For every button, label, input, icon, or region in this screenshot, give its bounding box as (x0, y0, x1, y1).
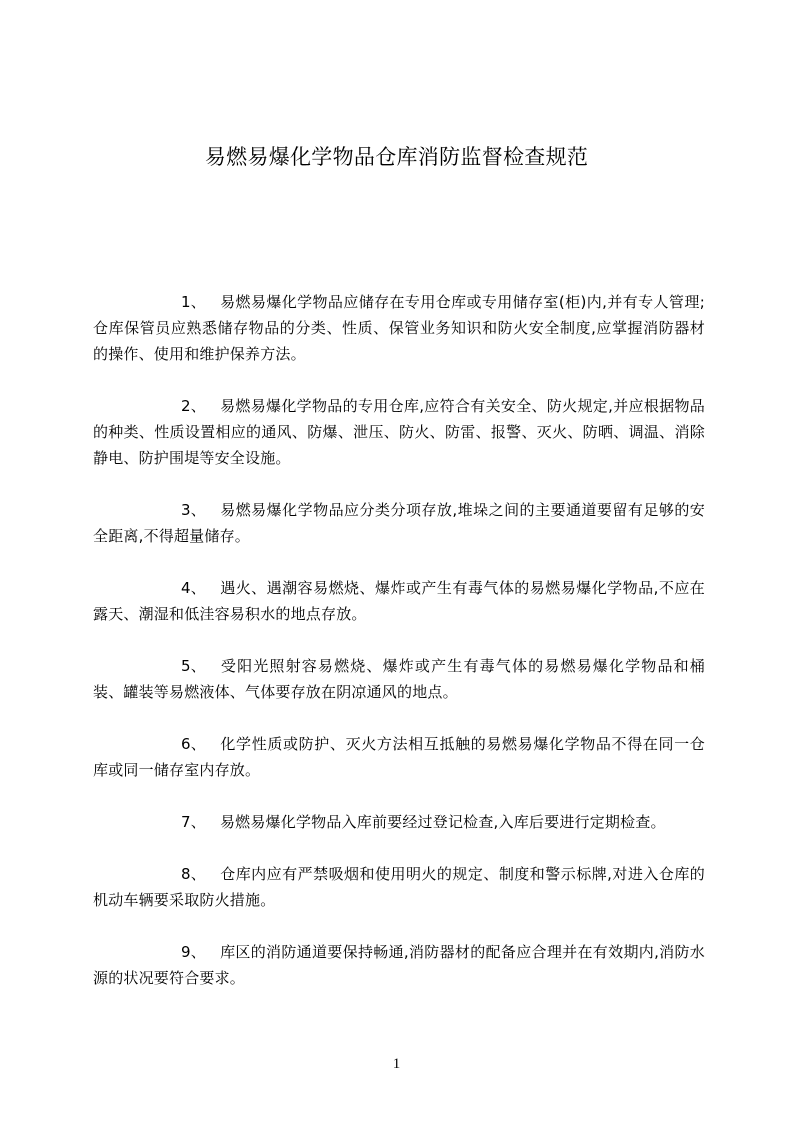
page-number: 1 (392, 1056, 401, 1072)
paragraph-number: 4、 (181, 579, 206, 597)
paragraph-text: 易燃易爆化学物品的专用仓库,应符合有关安全、防火规定,并应根据物品的种类、性质设置相应的通风、防爆、泄压、防火、防雷、报警、灭火、防晒、调温、消除静电、防护围堤等安全设施。 (93, 397, 705, 467)
paragraph-number: 5、 (181, 657, 206, 675)
paragraph-7 (93, 809, 705, 835)
paragraph-number: 2、 (181, 397, 206, 415)
paragraph-3 (93, 497, 705, 549)
paragraph-number: 8、 (181, 865, 206, 883)
paragraph-1 (93, 289, 705, 367)
paragraph-8 (93, 861, 705, 913)
paragraph-2 (93, 393, 705, 471)
paragraph-text: 库区的消防通道要保持畅通,消防器材的配备应合理并在有效期内,消防水源的状况要符合要求。 (93, 943, 705, 987)
paragraph-text: 仓库内应有严禁吸烟和使用明火的规定、制度和警示标牌,对进入仓库的机动车辆要采取防火措施。 (93, 865, 705, 909)
document-body (93, 289, 705, 1017)
paragraph-number: 1、 (181, 293, 206, 311)
paragraph-number: 3、 (181, 501, 206, 519)
paragraph-4 (93, 575, 705, 627)
paragraph-text: 化学性质或防护、灭火方法相互抵触的易燃易爆化学物品不得在同一仓库或同一储存室内存放。 (93, 735, 705, 779)
document-title: 易燃易爆化学物品仓库消防监督检查规范 (204, 145, 589, 169)
paragraph-9 (93, 939, 705, 991)
paragraph-number: 6、 (181, 735, 206, 753)
paragraph-text: 易燃易爆化学物品入库前要经过登记检查,入库后要进行定期检查。 (219, 813, 666, 831)
paragraph-text: 易燃易爆化学物品应储存在专用仓库或专用储存室(柜)内,并有专人管理;仓库保管员应熟悉储存物品的分类、性质、保管业务知识和防火安全制度,应掌握消防器材的操作、使用和维护保养方法。 (93, 293, 705, 363)
paragraph-text: 受阳光照射容易燃烧、爆炸或产生有毒气体的易燃易爆化学物品和桶装、罐装等易燃液体、气体要存放在阴凉通风的地点。 (93, 657, 705, 701)
paragraph-text: 易燃易爆化学物品应分类分项存放,堆垛之间的主要通道要留有足够的安全距离,不得超量储存。 (93, 501, 705, 545)
paragraph-number: 7、 (181, 813, 206, 831)
paragraph-number: 9、 (181, 943, 206, 961)
paragraph-5 (93, 653, 705, 705)
paragraph-text: 遇火、遇潮容易燃烧、爆炸或产生有毒气体的易燃易爆化学物品,不应在露天、潮湿和低洼容易积水的地点存放。 (93, 579, 705, 623)
paragraph-6 (93, 731, 705, 783)
